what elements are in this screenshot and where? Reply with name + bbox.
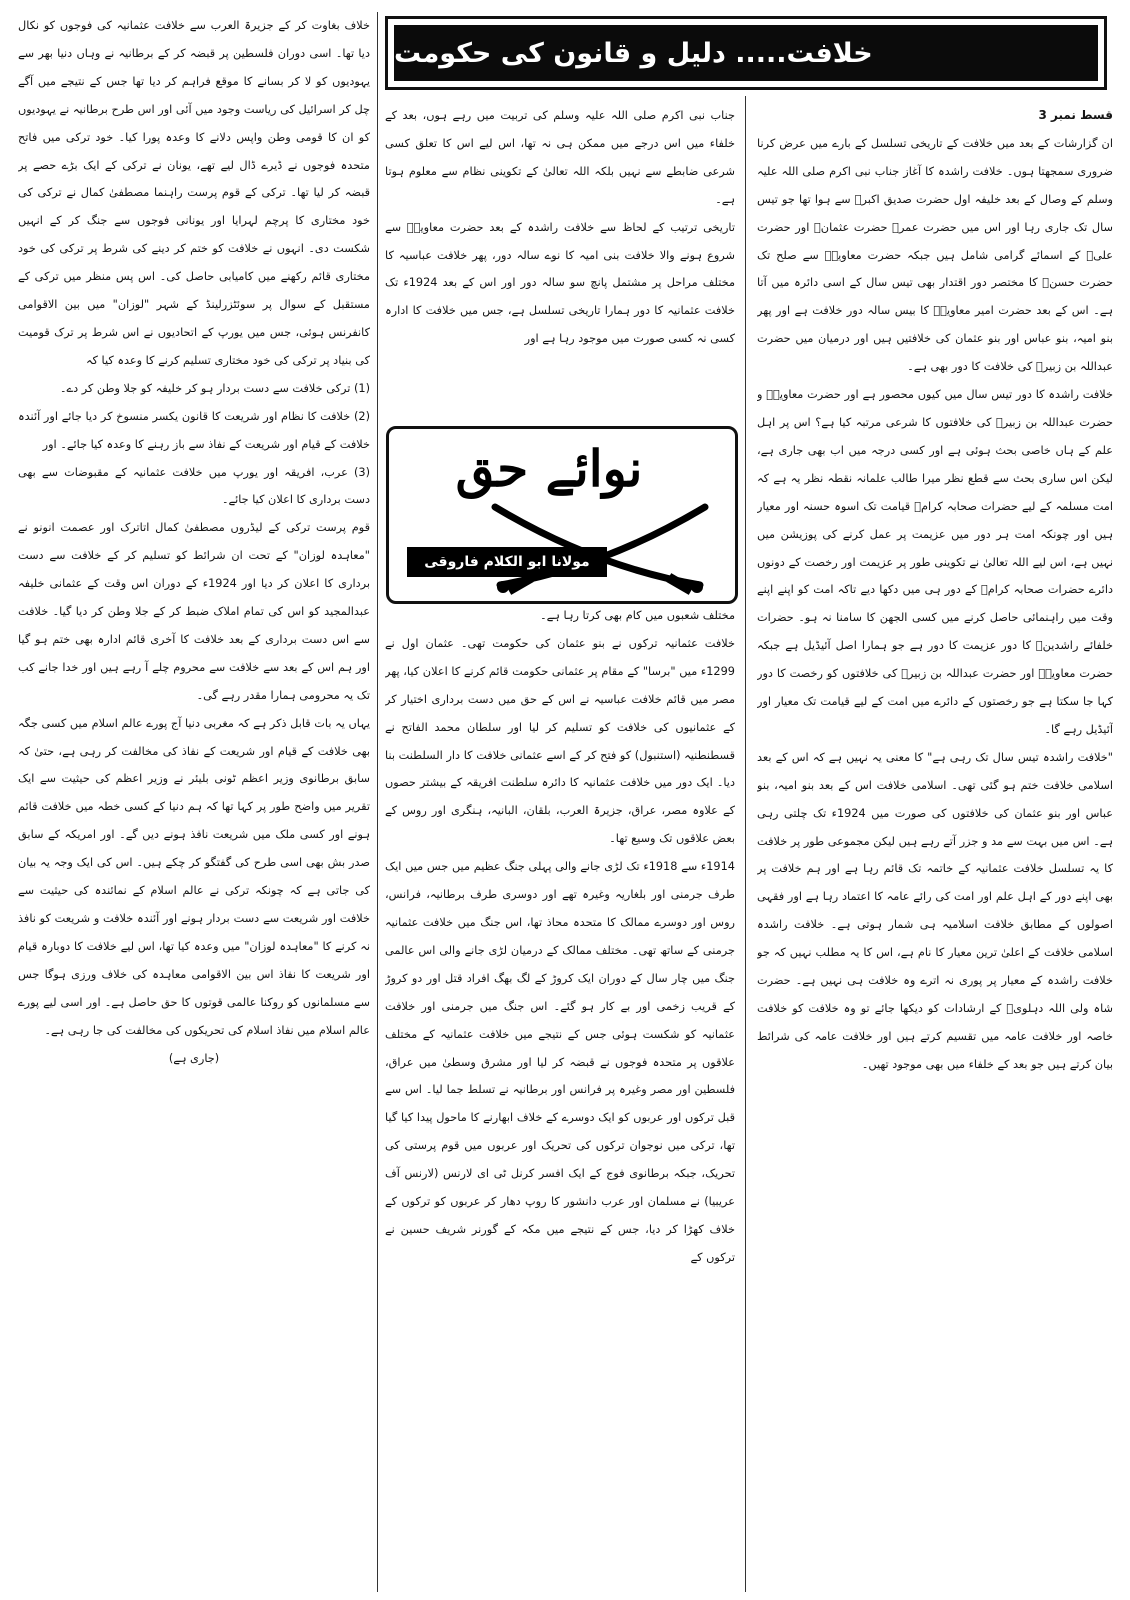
paragraph: ان گزارشات کے بعد میں خلافت کے تاریخی تسلسل کے بارے میں عرض کرنا ضروری سمجھتا ہوں۔ خلافت راشدہ کا آغاز جناب نبی اکرم صلی اللہ علیہ وسلم کے وصال کے بعد خلیفہ اول حضرت صدیق اکبرؓ سے ہوا تھا جو تیس سال تک جاری رہا اور اس میں حضرت عمرؓ حضرت عثمانؓ اور حضرت علیؓ کے اسمائے گرامی شامل ہیں جبکہ حضرت معاویہؓ سے صلح تک حضرت حسنؓ کا مختصر دور اقتدار بھی تیس سال کے اسی دائرہ میں آتا ہے۔ اس کے بعد حضرت امیر معاویہؓ کا بیس سالہ دور خلافت ہے اور پھر بنو امیہ، بنو عباس اور بنو عثمان کی خلافتیں ہیں اور درمیان میں حضرت عبداللہ بن زبیرؓ کی خلافت کا دور بھی ہے۔ bbox=[757, 136, 1113, 374]
continued-label: (جاری ہے) bbox=[168, 1051, 220, 1065]
paragraph: خلافت عثمانیہ ترکوں نے بنو عثمان کی حکومت تھی۔ عثمان اول نے 1299ء میں "برسا" کے مقام پر عثمانی حکومت قائم کرنے کا اعلان کیا، پھر مصر میں قائم خلافت عباسیہ نے اس کے حق میں دست برداری اختیار کر کے عثمانیوں کی خلافت کو تسلیم کر لیا اور سلطان محمد الفاتح نے قسطنطنیہ (استنبول) کو فتح کر کے اسے عثمانی خلافت کا دار السلطنت بنا دیا۔ ایک دور میں خلافت عثمانیہ کا دائرہ سلطنت افریقہ کے بیشتر حصوں کے علاوہ مصر، عراق، جزیرۃ العرب، بلقان، البانیہ، ہنگری اور روس کے بعض علاقوں تک وسیع تھا۔ bbox=[385, 636, 735, 846]
paragraph: تاریخی ترتیب کے لحاظ سے خلافت راشدہ کے بعد حضرت معاویہؓ سے شروع ہونے والا خلافت بنی امیہ کا نوے سالہ دور، پھر خلافت عباسیہ کا مختلف مراحل پر مشتمل پانچ سو سالہ دور اور اس کے بعد 1924ء تک خلافت عثمانیہ کا دور ہمارا تاریخی تسلسل ہے، جس میں خلافت کا ادارہ کسی نہ کسی صورت میں موجود رہا ہے اور bbox=[385, 220, 735, 346]
paragraph: خلاف بغاوت کر کے جزیرۃ العرب سے خلافت عثمانیہ کی فوجوں کو نکال دیا تھا۔ اسی دوران فلسطین پر قبضہ کر کے برطانیہ نے وہاں دنیا بھر سے یہودیوں کو لا کر بسانے کا موقع فراہم کر دیا تھا جس کے نتیجے میں آگے چل کر اسرائیل کی ریاست وجود میں آئی اور اس طرح برطانیہ نے یہودیوں کو ان کا قومی وطن واپس دلانے کا وعدہ پورا کیا۔ خود ترکی میں فاتح متحدہ فوجوں نے ڈیرے ڈال لیے تھے، یونان نے ترکی کے ایک بڑے حصے پر قبضہ کر لیا تھا۔ ترکی کے قوم پرست راہنما مصطفیٰ کمال نے ترکی کی خود مختاری کا پرچم لہرایا اور یونانی فوجوں سے جنگ کر کے انہیں شکست دی۔ انہوں نے خلافت کو ختم کر دینے کی شرط پر ترکی کی خود مختاری قائم رکھنے میں کامیابی حاصل کی۔ اس پس منظر میں ترکی کے مستقبل کے سوال پر سوئٹزرلینڈ کے شہر "لوزان" میں بین الاقوامی کانفرنس ہوئی، جس میں یورپ کے اتحادیوں نے اس شرط پر ترک قومیت کی بنیاد پر ترکی کی خود مختاری تسلیم کرنے کا وعدہ کیا کہ bbox=[18, 19, 370, 367]
article-column-left bbox=[18, 12, 370, 1594]
series-label: قسط نمبر 3 bbox=[1038, 108, 1113, 122]
paragraph: قوم پرست ترکی کے لیڈروں مصطفیٰ کمال اتاترک اور عصمت انونو نے "معاہدہ لوزان" کے تحت ان شرائط کو تسلیم کر کے خلافت سے دست برداری کا اعلان کر دیا اور 1924ء کے دوران اس وقت کے عثمانی خلیفہ عبدالمجید کو اس کی تمام املاک ضبط کر کے جلا وطن کر دیا گیا۔ خلافت سے اس دست برداری کے بعد خلافت کا آخری قائم ادارہ بھی ختم ہو گیا اور ہم اس کے بعد سے خلافت سے محروم چلے آ رہے ہیں اور خدا جانے کب تک یہ محرومی ہمارا مقدر رہے گی۔ bbox=[18, 521, 370, 702]
column-logo bbox=[386, 426, 738, 604]
paragraph: خلافت راشدہ کا دور تیس سال میں کیوں محصور ہے اور حضرت معاویہؓ و حضرت عبداللہ بن زبیرؓ کی خلافتوں کا شرعی مرتبہ کیا ہے؟ اس پر اہل علم کے ہاں خاصی بحث ہوئی ہے اور کسی درجہ میں اب بھی جاری ہے، لیکن اس ساری بحث سے قطع نظر میرا طالب علمانہ نقطہ نظر یہ ہے کہ امت مسلمہ کے لیے حضرات صحابہ کرامؓ قیامت تک اسوہ حسنہ اور معیار ہیں اور چونکہ امت ہر دور میں عزیمت پر عمل کرنے کی پوزیشن میں نہیں ہے، اس لیے اللہ تعالیٰ نے تکوینی طور پر عزیمت اور رخصت کے دونوں دائرے حضرات صحابہ کرامؓ کے دور ہی میں دکھا دیے تاکہ امت کو اپنے اپنے وقت میں راہنمائی حاصل کرنے میں کسی الجھن کا سامنا نہ ہو۔ حضرات خلفائے راشدینؓ کا دور عزیمت کا دور ہے جو ہمارا اصل آئیڈیل ہے جبکہ حضرت معاویہؓ اور حضرت عبداللہ بن زبیرؓ کی خلافتوں کو رخصت کا دور کہا جا سکتا ہے جو رخصتوں کے دائرے میں امت کے لیے قیامت تک معیار اور آئیڈیل رہے گا۔ bbox=[757, 388, 1113, 736]
article-column-middle-bottom bbox=[385, 602, 735, 1592]
logo-author-name: مولانا ابو الکلام فاروقی bbox=[407, 547, 607, 577]
paragraph: "خلافت راشدہ تیس سال تک رہی ہے" کا معنی یہ نہیں ہے کہ اس کے بعد اسلامی خلافت ختم ہو گئی تھی۔ اسلامی خلافت اس کے بعد بنو امیہ، بنو عباس اور بنو عثمان کی خلافتوں کی صورت میں 1924ء تک چلتی رہی ہے۔ اس میں بہت سے مد و جزر آتے رہے ہیں لیکن مجموعی طور پر خلافت کا یہ تسلسل خلافت عثمانیہ کے خاتمہ تک قائم رہا ہے اور ہم خلافت پر بھی اپنے دور کے اہل علم اور امت کی رائے عامہ کا اعتماد رہا ہے اور فقہی اصولوں کے مطابق خلافت اسلامیہ ہی شمار ہوتی ہے۔ خلافت راشدہ اسلامی خلافت کے اعلیٰ ترین معیار کا نام ہے، اس کا یہ مطلب نہیں کہ جو خلافت راشدہ کے معیار پر پوری نہ اترے وہ خلافت ہی نہیں ہے۔ حضرت شاہ ولی اللہ دہلویؒ کے ارشادات کو دیکھا جائے تو وہ خلافت کو خلافت خاصہ اور خلافت عامہ میں تقسیم کرتے ہیں اور خلافت عامہ کی شرائط بیان کرتے ہیں جو بعد کے خلفاء میں بھی موجود تھیں۔ bbox=[757, 750, 1113, 1071]
article-column-middle-top bbox=[385, 102, 735, 427]
numbered-point: (2) خلافت کا نظام اور شریعت کا قانون یکسر منسوخ کر دیا جائے اور آئندہ خلافت کے قیام اور شریعت کے نفاذ سے باز رہنے کا وعدہ کیا جائے۔ اور bbox=[18, 409, 370, 451]
column-divider-right bbox=[745, 96, 746, 1592]
headline-banner bbox=[385, 16, 1107, 90]
article-headline: خلافت..... دلیل و قانون کی حکومت bbox=[394, 25, 1098, 81]
column-divider-left bbox=[377, 12, 378, 1592]
paragraph: 1914ء سے 1918ء تک لڑی جانے والی پہلی جنگ عظیم میں جس میں ایک طرف جرمنی اور بلغاریہ وغیرہ تھے اور دوسری طرف برطانیہ، فرانس، روس اور دوسرے ممالک کا متحدہ محاذ تھا، اس جنگ میں خلافت عثمانیہ جرمنی کے ساتھ تھی۔ مختلف ممالک کے درمیان لڑی جانے والی اس عالمی جنگ میں چار سال کے دوران ایک کروڑ کے لگ بھگ افراد قتل اور دو کروڑ کے قریب زخمی اور بے کار ہو گئے۔ اس جنگ میں جرمنی اور خلافت عثمانیہ کو شکست ہوئی جس کے نتیجے میں خلافت عثمانیہ کے مختلف علاقوں پر متحدہ فوجوں نے قبضہ کر لیا اور مشرق وسطیٰ میں عراق، فلسطین اور مصر وغیرہ پر فرانس اور برطانیہ نے تسلط جما لیا۔ اس سے قبل ترکوں اور عربوں کو ایک دوسرے کے خلاف ابھارنے کا ماحول پیدا کیا گیا تھا، ترکی میں نوجوان ترکوں کی تحریک اور عربوں میں قوم پرستی کی تحریک، جبکہ برطانوی فوج کے ایک افسر کرنل ٹی ای لارنس (لارنس آف عریبیا) نے مسلمان اور عرب دانشور کا روپ دھار کر عربوں کو ترکوں کے خلاف کھڑا کر دیا، جس کے نتیجے میں مکہ کے گورنر شریف حسین نے ترکوں کے bbox=[385, 860, 735, 1264]
numbered-point: (1) ترکی خلافت سے دست بردار ہو کر خلیفہ کو جلا وطن کر دے۔ bbox=[59, 381, 370, 395]
paragraph: یہاں یہ بات قابل ذکر ہے کہ مغربی دنیا آج پورے عالم اسلام میں کسی جگہ بھی خلافت کے قیام اور شریعت کے نفاذ کی مخالفت کر رہی ہے، حتیٰ کہ سابق برطانوی وزیر اعظم ٹونی بلیئر نے وزیر اعظم کی حیثیت سے ایک تقریر میں واضح طور پر کہا تھا کہ ہم دنیا کے کسی خطہ میں خلافت قائم ہونے اور کسی ملک میں شریعت نافذ ہونے دیں گے۔ اور امریکہ کے سابق صدر بش بھی اسی طرح کی گفتگو کر چکے ہیں۔ اس کی ایک وجہ یہ بیان کی جاتی ہے کہ چونکہ ترکی نے عالم اسلام کے نمائندہ کی حیثیت سے خلافت اور شریعت سے دست بردار ہونے اور آئندہ خلافت و شریعت کو نافذ نہ کرنے کا "معاہدہ لوزان" میں وعدہ کیا تھا، اس لیے خلافت کا دوبارہ قیام اور شریعت کا نفاذ اس بین الاقوامی معاہدہ کی خلاف ورزی ہوگا جس سے مسلمانوں کو روکنا عالمی قوتوں کا حق حاصل ہے۔ اور اسی لیے پورے عالم اسلام میں نفاذ اسلام کی تحریکوں کی مخالفت کی جا رہی ہے۔ bbox=[18, 716, 370, 1037]
paragraph: جناب نبی اکرم صلی اللہ علیہ وسلم کی تربیت میں رہے ہوں، بعد کے خلفاء میں اس درجے میں ممکن ہی نہ تھا، اس لیے اس کا تعلق کسی شرعی ضابطے سے نہیں بلکہ اللہ تعالیٰ کے تکوینی نظام سے معلوم ہوتا ہے۔ bbox=[385, 109, 735, 206]
article-column-right bbox=[757, 102, 1113, 1594]
numbered-point: (3) عرب، افریقہ اور یورپ میں خلافت عثمانیہ کے مقبوضات سے بھی دست برداری کا اعلان کیا جائے۔ bbox=[18, 465, 370, 507]
paragraph: مختلف شعبوں میں کام بھی کرتا رہا ہے۔ bbox=[540, 609, 735, 622]
logo-title: نوائے حق bbox=[455, 439, 643, 498]
